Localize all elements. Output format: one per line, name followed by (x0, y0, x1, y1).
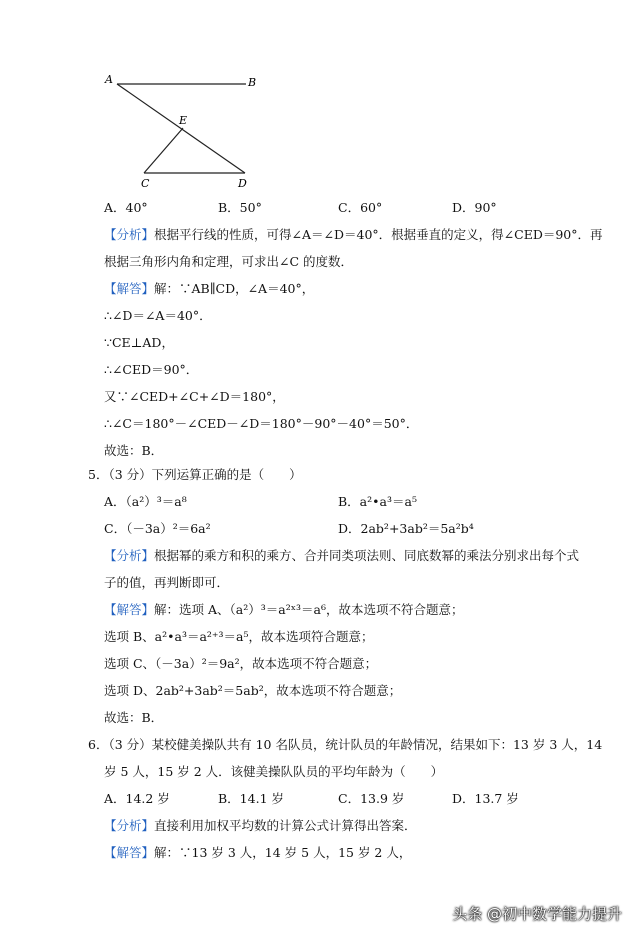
solution-text: 解：选项 A、（a²）³＝a²ˣ³＝a⁶，故本选项不符合题意； (154, 602, 464, 617)
q6-option-a: A．14.2 岁 (104, 791, 170, 806)
segment-ad (117, 84, 245, 173)
q4-solution-line-6: ∴∠C＝180°－∠CED－∠D＝180°－90°－40°＝50°． (104, 416, 419, 431)
label-a: A (105, 73, 113, 86)
label-c: C (141, 177, 150, 190)
segment-ce (144, 128, 183, 173)
label-d: D (238, 177, 247, 190)
q5-analysis-line-1 (104, 548, 579, 564)
solution-tag: 【解答】 (104, 281, 155, 296)
q5-option-a: A．（a²）³＝a⁸ (104, 494, 187, 509)
geometry-figure (95, 65, 275, 195)
watermark: 头条 @初中数学能力提升 (452, 905, 622, 923)
q4-option-a: A．40° (104, 200, 148, 215)
q4-solution-line-4: ∴∠CED＝90°． (104, 362, 199, 377)
q4-solution-line-3: ∵CE⊥AD， (104, 335, 174, 350)
q4-option-c: C．60° (338, 200, 383, 215)
solution-text: 解：∵13 岁 3 人，14 岁 5 人，15 岁 2 人， (154, 845, 412, 860)
q4-solution-line-1 (104, 281, 314, 297)
q5-solution-line-5: 故选：B． (104, 710, 164, 725)
q5-solution-line-1 (104, 602, 463, 618)
analysis-text: 根据平行线的性质，可得∠A＝∠D＝40°．根据垂直的定义，得∠CED＝90°．再 (154, 227, 603, 242)
solution-tag: 【解答】 (104, 845, 155, 860)
q6-stem-line-2: 岁 5 人，15 岁 2 人．该健美操队队员的平均年龄为（ ） (104, 764, 444, 779)
q5-analysis-line-2: 子的值，再判断即可． (104, 575, 230, 590)
q5-option-d: D．2ab²+3ab²＝5a²b⁴ (338, 521, 474, 536)
q6-option-b: B．14.1 岁 (218, 791, 284, 806)
q5-stem: 5．（3 分）下列运算正确的是（ ） (88, 467, 302, 482)
q5-solution-line-3: 选项 C、（－3a）²＝9a²，故本选项不符合题意； (104, 656, 378, 671)
q4-analysis-line-2: 根据三角形内角和定理，可求出∠C 的度数． (104, 254, 354, 269)
q5-option-c: C．（－3a）²＝6a² (104, 521, 211, 536)
q4-analysis-line-1 (104, 227, 603, 243)
q6-option-c: C．13.9 岁 (338, 791, 405, 806)
q4-solution-line-5: 又∵∠CED+∠C+∠D＝180°， (104, 389, 285, 404)
q4-solution-line-2: ∴∠D＝∠A＝40°． (104, 308, 212, 323)
q6-analysis-line-1 (104, 818, 417, 834)
q4-option-b: B．50° (218, 200, 262, 215)
label-e: E (179, 114, 188, 127)
analysis-tag: 【分析】 (104, 548, 155, 563)
q6-stem-line-1: 6．（3 分）某校健美操队共有 10 名队员，统计队员的年龄情况，结果如下：13 岁 3 人，14 (88, 737, 603, 752)
q6-solution-line-1 (104, 845, 411, 861)
q5-option-b: B．a²•a³＝a⁵ (338, 494, 417, 509)
analysis-tag: 【分析】 (104, 227, 155, 242)
analysis-text: 直接利用加权平均数的计算公式计算得出答案． (154, 818, 417, 833)
q5-solution-line-4: 选项 D、2ab²+3ab²＝5ab²，故本选项不符合题意； (104, 683, 402, 698)
q4-solution-line-7: 故选：B． (104, 443, 164, 458)
analysis-text: 根据幂的乘方和积的乘方、合并同类项法则、同底数幂的乘法分别求出每个式 (154, 548, 580, 563)
analysis-tag: 【分析】 (104, 818, 155, 833)
solution-text: 解：∵AB∥CD，∠A＝40°， (154, 281, 315, 296)
q6-option-d: D．13.7 岁 (452, 791, 519, 806)
solution-tag: 【解答】 (104, 602, 155, 617)
q4-option-d: D．90° (452, 200, 497, 215)
label-b: B (248, 76, 257, 89)
q5-solution-line-2: 选项 B、a²•a³＝a²⁺³＝a⁵，故本选项符合题意； (104, 629, 374, 644)
